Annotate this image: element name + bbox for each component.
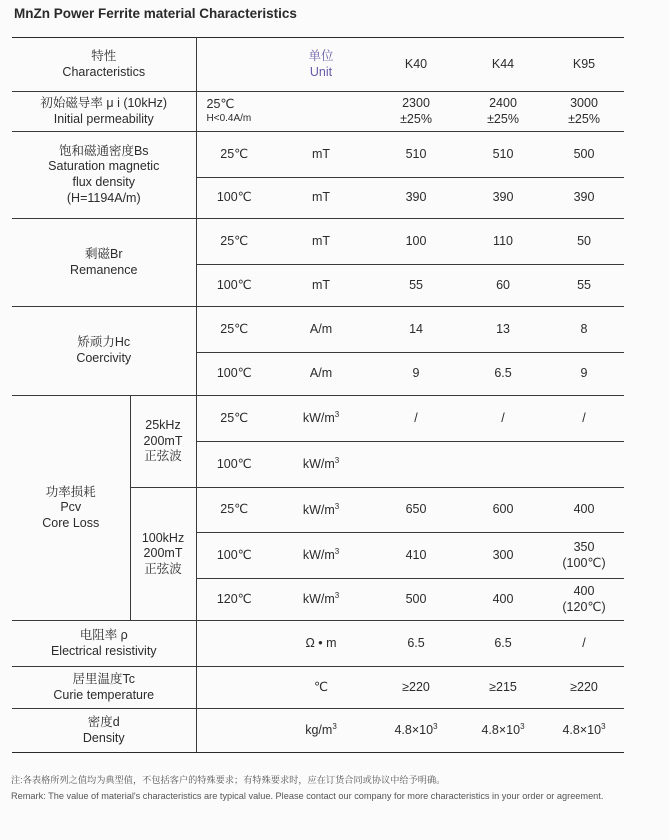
frequency: 100kHz [141,530,185,545]
curie-label-en: Curie temperature [53,687,155,702]
value-cell: 600 [462,488,544,533]
permeability-condition [196,92,272,132]
value-cell [544,442,624,488]
remarks [11,772,661,804]
temp-cell: 100℃ [196,178,272,219]
bs-label-en: flux density [72,175,136,189]
unit-cell: mT [272,132,370,178]
hc-label-cn: 矫顽力Hc [77,335,131,350]
value-cell [462,442,544,488]
waveform: 正弦波 [144,449,182,464]
permeability-k40 [370,92,462,132]
bs-label [12,132,196,219]
unit-base: kW/m [302,592,335,607]
value: 3000 [570,95,598,110]
value: 2400 [489,95,517,110]
density-label-en: Density [82,730,125,745]
temp-note: (100℃) [562,555,606,570]
resistivity-label-en: Electrical resistivity [50,643,157,658]
curie-label-cn: 居里温度Tc [72,671,136,686]
density-row [12,709,624,753]
pcv-25khz-row-25 [12,396,624,442]
unit-header-en: Unit [309,64,333,79]
value-base: 4.8×10 [481,723,521,738]
value-cell: 13 [462,307,544,353]
value-exp: 3 [433,722,438,732]
value-cell [544,709,624,753]
value-cell: 390 [370,178,462,219]
permeability-row [12,92,624,132]
value-cell: 55 [544,265,624,307]
unit-header [272,38,370,92]
unit-cell [272,488,370,533]
resistivity-row [12,621,624,667]
remark-en: Remark: The value of material's characteristics are typical value. Please contact our company for more characteristics in your order or agreement. [11,791,604,801]
br-label [12,219,196,307]
value-cell: 500 [370,579,462,621]
value-cell: 510 [370,132,462,178]
unit-cell [272,579,370,621]
unit-base: kW/m [302,548,335,563]
unit-exp: 3 [334,591,340,601]
unit-base: kg/m [305,723,333,738]
value-cell: 9 [544,353,624,396]
bs-row-25 [12,132,624,178]
density-label [12,709,196,753]
value: 400 [573,583,595,598]
grade-k95-header: K95 [544,38,624,92]
value-cell [544,579,624,621]
value-exp: 3 [601,722,606,732]
br-label-en: Remanence [70,262,138,277]
temp-cell: 120℃ [196,579,272,621]
value-exp: 3 [520,722,525,732]
value-cell: 100 [370,219,462,265]
density-label-cn: 密度d [87,714,120,729]
unit-cell [272,533,370,579]
value: 350 [573,539,595,554]
grade-k44-header: K44 [462,38,544,92]
value-cell: / [544,396,624,442]
unit-exp: 3 [334,547,340,557]
value-cell: 400 [462,579,544,621]
temp-cell: 100℃ [196,533,272,579]
value-cell: 390 [544,178,624,219]
value-base: 4.8×10 [562,723,602,738]
value-cell: 500 [544,132,624,178]
tolerance: ±25% [487,111,519,126]
temp-cell: 25℃ [196,219,272,265]
temp-note: (120℃) [562,599,606,614]
unit-cell: mT [272,265,370,307]
unit-cell [272,396,370,442]
value-cell: ≥220 [544,667,624,709]
value-cell [370,709,462,753]
pcv-label-en: Core Loss [42,515,100,530]
resistivity-label [12,621,196,667]
pcv-25khz-condition [130,396,196,488]
waveform: 正弦波 [144,561,182,576]
value-cell: 650 [370,488,462,533]
unit-cell: mT [272,178,370,219]
flux: 200mT [143,433,183,448]
frequency: 25kHz [145,418,181,433]
tolerance: ±25% [568,111,600,126]
temp-cell: 100℃ [196,442,272,488]
value-cell: 510 [462,132,544,178]
value-cell [370,442,462,488]
br-label-cn: 剩磁Br [85,246,123,261]
pcv-label-cn: 功率损耗 [45,484,96,499]
value-cell: 410 [370,533,462,579]
temp-cell: 25℃ [196,307,272,353]
value-cell: 6.5 [462,621,544,667]
value-cell: ≥215 [462,667,544,709]
grade-k40-header: K40 [370,38,462,92]
value-cell: 8 [544,307,624,353]
value-cell: 50 [544,219,624,265]
characteristics-table [12,37,624,753]
resistivity-label-cn: 电阻率 ρ [79,627,128,642]
remark-cn: 注:各表格所列之值均为典型值，不包括客户的特殊要求；有特殊要求时，应在订货合同或协议中给予明确。 [11,775,446,785]
characteristics-header-cn: 特性 [91,48,117,63]
unit-base: kW/m [302,457,335,472]
permeability-label-cn: 初始磁导率 μ i (10kHz) [40,95,168,110]
flux: 200mT [143,546,183,561]
pcv-label-symbol: Pcv [60,500,82,515]
value-cell: 9 [370,353,462,396]
value-cell: 390 [462,178,544,219]
characteristics-header-en: Characteristics [62,64,146,79]
value-cell: 14 [370,307,462,353]
value-cell: 6.5 [462,353,544,396]
value-cell: 60 [462,265,544,307]
unit-exp: 3 [334,501,340,511]
curie-row [12,667,624,709]
unit-cell: Ω • m [272,621,370,667]
value-cell [462,709,544,753]
permeability-k44 [462,92,544,132]
value-cell: 400 [544,488,624,533]
permeability-label-en: Initial permeability [53,111,154,126]
value-cell: 6.5 [370,621,462,667]
hc-label-en: Coercivity [76,351,132,365]
value-cell: / [462,396,544,442]
temp-cell: 25℃ [196,132,272,178]
unit-cell [272,709,370,753]
unit-exp: 3 [332,722,337,732]
unit-cell: ℃ [272,667,370,709]
permeability-temp: 25℃ [206,97,235,112]
unit-base: kW/m [302,411,335,426]
bs-label-cn: 饱和磁通密度Bs [58,143,149,158]
permeability-k95 [544,92,624,132]
value-cell: ≥220 [370,667,462,709]
temp-cell: 25℃ [196,396,272,442]
page-title: MnZn Power Ferrite material Characteristics [14,6,297,21]
characteristics-header [12,38,196,92]
value-base: 4.8×10 [394,723,434,738]
tolerance: ±25% [400,111,432,126]
unit-cell: A/m [272,353,370,396]
unit-base: kW/m [302,502,335,517]
pcv-100khz-condition [130,488,196,621]
permeability-label [12,92,196,132]
temp-cell: 25℃ [196,488,272,533]
value: 2300 [402,95,430,110]
temp-cell: 100℃ [196,353,272,396]
unit-cell: mT [272,219,370,265]
value-cell: 55 [370,265,462,307]
bs-label-condition: (H=1194A/m) [66,190,141,205]
pcv-label [12,396,130,621]
br-row-25 [12,219,624,265]
header-row [12,38,624,92]
curie-label [12,667,196,709]
value-cell [544,533,624,579]
hc-row-25 [12,307,624,353]
value-cell: / [544,621,624,667]
value-cell: / [370,396,462,442]
temp-cell: 100℃ [196,265,272,307]
hc-label [12,307,196,396]
unit-cell: A/m [272,307,370,353]
value-cell: 300 [462,533,544,579]
unit-exp: 3 [334,410,340,420]
unit-cell [272,442,370,488]
permeability-field: H<0.4A/m [206,113,252,125]
value-cell: 110 [462,219,544,265]
unit-exp: 3 [334,456,340,466]
unit-header-cn: 单位 [308,48,334,63]
bs-label-en: Saturation magnetic [48,159,160,174]
